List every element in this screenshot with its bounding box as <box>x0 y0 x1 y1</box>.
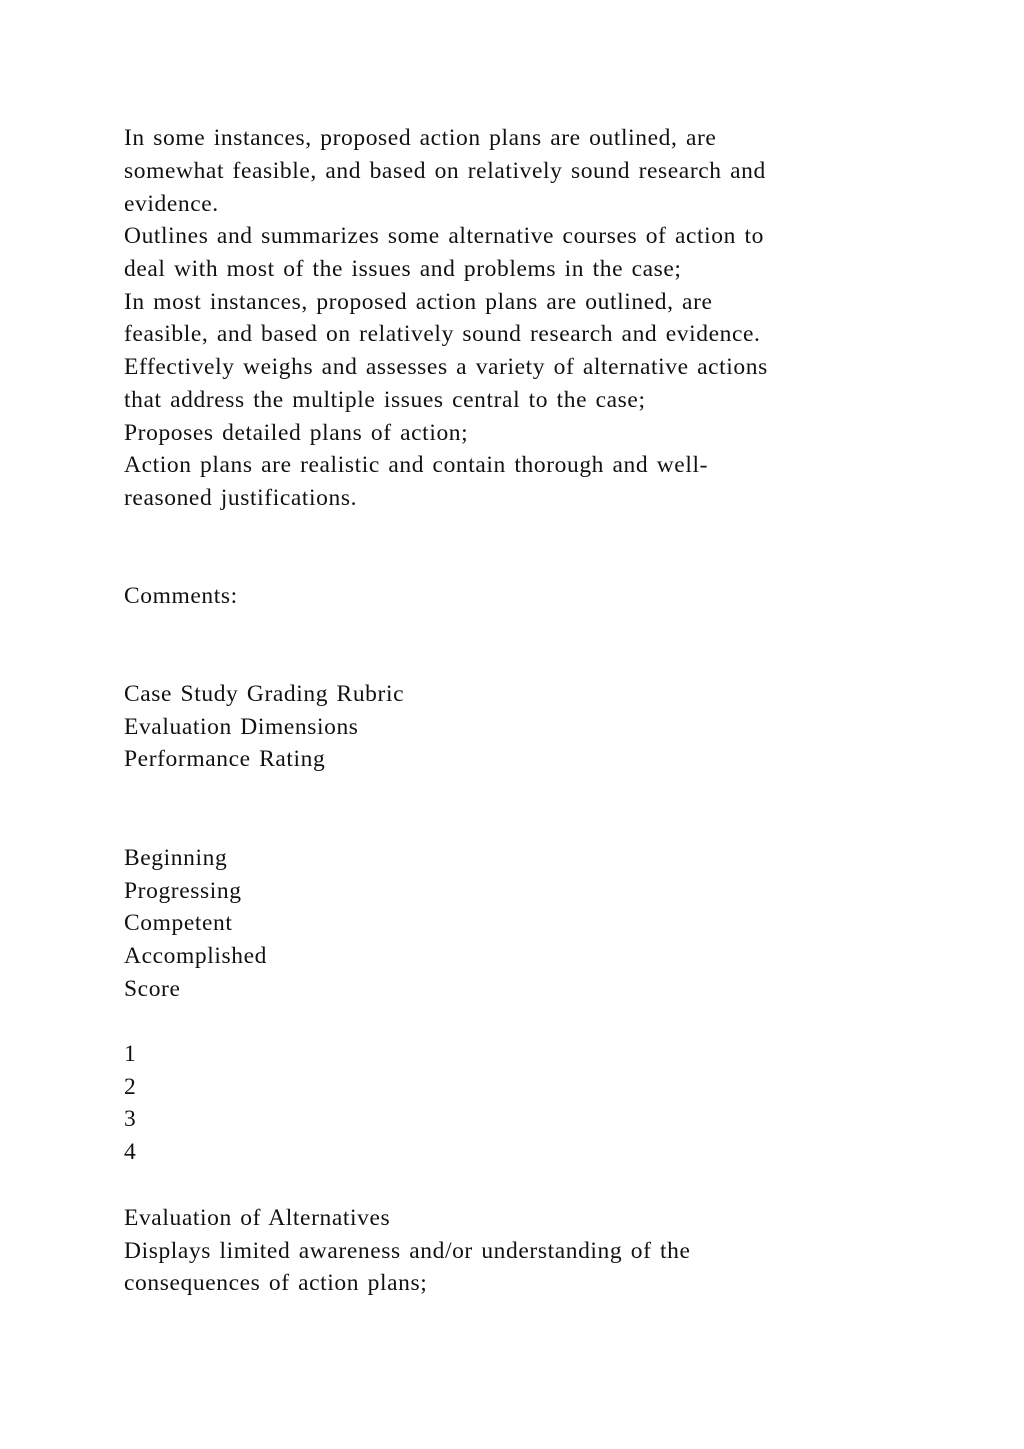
score-value: 3 <box>124 1106 137 1132</box>
text-line: that address the multiple issues central to the case; <box>124 387 646 413</box>
text-line: Outlines and summarizes some alternative courses of action to <box>124 223 764 249</box>
rating-level: Competent <box>124 910 233 936</box>
text-line: feasible, and based on relatively sound research and evidence. <box>124 321 761 347</box>
score-value: 2 <box>124 1074 137 1100</box>
text-line: Action plans are realistic and contain thorough and well- <box>124 452 708 478</box>
rating-level: Beginning <box>124 845 228 871</box>
text-line: evidence. <box>124 191 219 217</box>
text-line: deal with most of the issues and problems in the case; <box>124 256 682 282</box>
text-line: Performance Rating <box>124 746 326 772</box>
rubric-title: Case Study Grading Rubric <box>124 681 405 707</box>
text-line: Effectively weighs and assesses a variety of alternative actions <box>124 354 768 380</box>
text-line: Proposes detailed plans of action; <box>124 420 469 446</box>
text-line: reasoned justifications. <box>124 485 358 511</box>
rating-level: Progressing <box>124 878 242 904</box>
comments-label: Comments: <box>124 583 238 609</box>
dimension-title: Evaluation of Alternatives <box>124 1205 391 1231</box>
score-value: 4 <box>124 1139 137 1165</box>
text-line: In some instances, proposed action plans are outlined, are <box>124 125 717 151</box>
text-line: In most instances, proposed action plans are outlined, are <box>124 289 713 315</box>
rating-level: Accomplished <box>124 943 267 969</box>
score-label: Score <box>124 976 181 1002</box>
text-line: consequences of action plans; <box>124 1270 428 1296</box>
text-line: Displays limited awareness and/or understanding of the <box>124 1238 691 1264</box>
text-line: Evaluation Dimensions <box>124 714 359 740</box>
score-value: 1 <box>124 1041 137 1067</box>
text-line: somewhat feasible, and based on relatively sound research and <box>124 158 766 184</box>
